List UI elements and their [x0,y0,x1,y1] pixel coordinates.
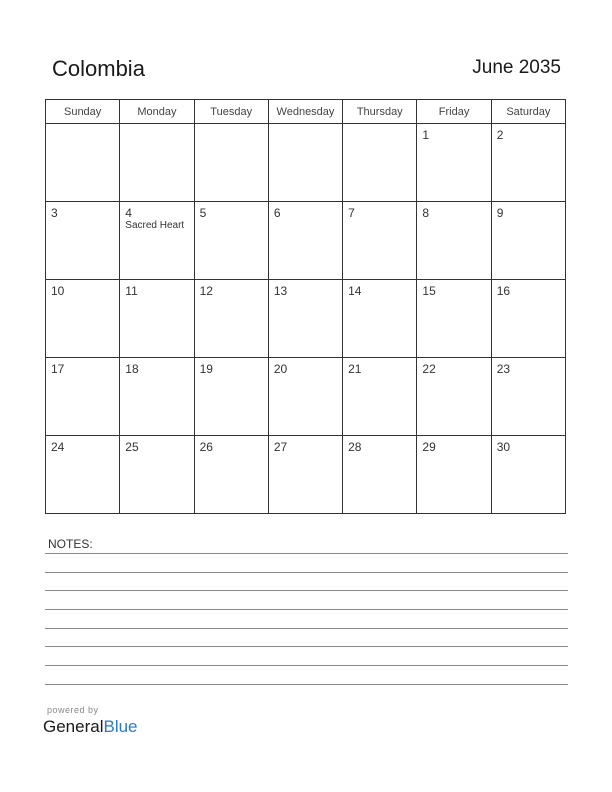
note-line [45,646,568,647]
note-line [45,684,568,685]
calendar-day-cell [46,358,120,436]
calendar-day-cell [268,436,342,514]
calendar-day-cell [120,436,194,514]
day-number: 2 [496,128,504,142]
day-number: 8 [422,206,430,220]
calendar-day-cell [343,358,417,436]
day-number: 14 [348,284,362,298]
calendar-day-cell [194,436,268,514]
note-line [45,553,568,554]
calendar-day-cell [46,280,120,358]
calendar-day-cell [343,202,417,280]
calendar-day-cell [417,358,491,436]
calendar-day-cell [268,280,342,358]
day-number: 9 [496,206,504,220]
calendar-day-cell [417,436,491,514]
page-title: Colombia [52,56,145,81]
calendar-day-cell [491,436,565,514]
calendar-day-cell [194,280,268,358]
weekday-header: Saturday [491,100,565,124]
weekday-header-row [46,100,566,124]
day-number: 10 [51,284,65,298]
weekday-header: Monday [120,100,194,124]
calendar-day-cell [120,202,194,280]
calendar-day-cell [417,124,491,202]
day-number: 19 [199,362,213,376]
day-number: 4 [125,206,132,220]
calendar-week-row [46,436,566,514]
day-number: 7 [348,206,355,220]
note-line [45,609,568,610]
calendar-day-cell [194,358,268,436]
calendar-day-cell [343,280,417,358]
note-line [45,665,568,666]
brand-general: General [43,717,104,736]
calendar-day-cell [194,202,268,280]
calendar-day-cell [46,124,120,202]
day-number: 29 [422,440,436,454]
calendar-day-cell [491,202,565,280]
calendar-day-cell [491,124,565,202]
calendar-week-row [46,202,566,280]
day-number: 25 [125,440,139,454]
calendar-week-row [46,358,566,436]
day-number: 1 [422,128,430,142]
note-line [45,628,568,629]
day-number: 28 [348,440,362,454]
day-number: 12 [199,284,213,298]
calendar-day-cell [268,124,342,202]
calendar-grid [45,99,566,514]
calendar-day-cell [46,436,120,514]
weekday-header: Tuesday [194,100,268,124]
day-number: 17 [51,362,65,376]
brand-logo [43,717,138,737]
calendar-day-cell [194,124,268,202]
calendar-week-row [46,280,566,358]
calendar-day-cell [343,436,417,514]
day-number: 27 [273,440,288,454]
calendar-day-cell [46,202,120,280]
day-number: 16 [496,284,511,298]
notes-label: NOTES: [48,537,93,551]
weekday-header: Wednesday [268,100,342,124]
powered-by-label: powered by [47,705,99,715]
calendar-day-cell [491,280,565,358]
day-number: 22 [422,362,436,376]
weekday-header: Thursday [343,100,417,124]
calendar-week-row [46,124,566,202]
calendar-day-cell [120,280,194,358]
note-line [45,590,568,591]
month-year-label: June 2035 [472,57,561,78]
calendar-day-cell [491,358,565,436]
calendar-day-cell [417,280,491,358]
day-number: 26 [199,440,213,454]
day-number: 15 [422,284,436,298]
calendar-day-cell [343,124,417,202]
day-number: 11 [125,284,138,298]
day-number: 21 [348,362,362,376]
calendar-day-cell [120,124,194,202]
day-number: 13 [273,284,288,298]
day-number: 30 [496,440,511,454]
day-number: 24 [51,440,65,454]
weekday-header: Friday [417,100,491,124]
day-number: 5 [199,206,207,220]
day-number: 18 [125,362,139,376]
calendar-day-cell [268,358,342,436]
day-number: 3 [51,206,58,220]
day-number: 20 [273,362,288,376]
holiday-label: Sacred Heart [125,220,185,231]
note-line [45,572,568,573]
calendar-day-cell [417,202,491,280]
calendar-day-cell [120,358,194,436]
brand-blue: Blue [103,717,138,736]
day-number: 23 [496,362,511,376]
day-number: 6 [273,206,281,220]
calendar-day-cell [268,202,342,280]
weekday-header: Sunday [46,100,120,124]
